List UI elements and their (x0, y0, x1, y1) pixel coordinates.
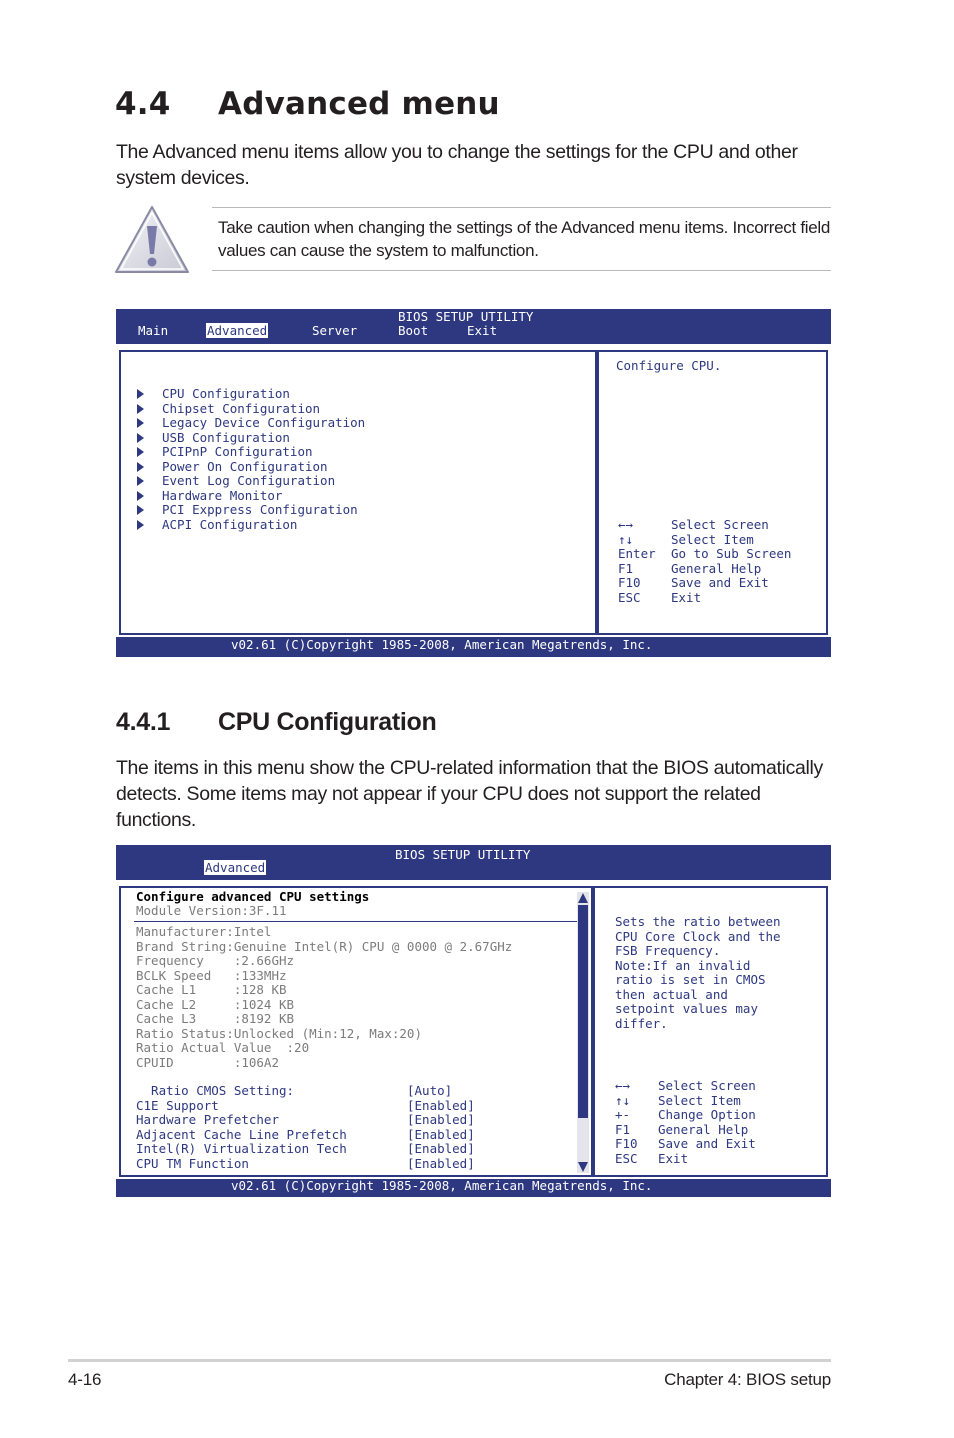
caution-top-rule (212, 207, 831, 208)
scrollbar-thumb[interactable] (578, 905, 588, 1118)
cpu-info-line: BCLK Speed :133MHz (136, 967, 287, 983)
module-version: Module Version:3F.11 (136, 903, 287, 918)
help-line: setpoint values may (615, 1001, 758, 1016)
scroll-up-arrow-icon[interactable] (578, 893, 588, 903)
bios-advanced-screen (116, 309, 831, 657)
cpu-info-line: Cache L2 :1024 KB (136, 996, 295, 1012)
section-title: Advanced menu (218, 86, 500, 122)
setting-name: Intel(R) Virtualization Tech (136, 1141, 347, 1156)
tab-boot[interactable]: Boot (398, 323, 429, 338)
subsection-number: 4.4.1 (116, 708, 171, 736)
bios-cpu-config-screen (116, 845, 831, 1197)
setting-value[interactable]: [Enabled] (407, 1112, 475, 1127)
cpu-info-line: Cache L3 :8192 KB (136, 1011, 295, 1026)
bios-title: BIOS SETUP UTILITY (398, 309, 534, 324)
key-action: Save and Exit (658, 1136, 756, 1151)
triangle-right-icon (137, 462, 144, 472)
bios-menu-item[interactable] (134, 416, 434, 430)
bios-copyright: v02.61 (C)Copyright 1985-2008, American Megatrends, Inc. (231, 1178, 653, 1193)
key-action: Exit (658, 1150, 689, 1166)
caution-warning-icon (114, 204, 190, 276)
triangle-right-icon (137, 476, 144, 486)
key-name: Enter (618, 546, 656, 561)
key-action: Select Item (671, 531, 754, 547)
setting-value[interactable]: [Enabled] (407, 1141, 475, 1156)
bios-menu-item-label: Power On Configuration (162, 458, 328, 474)
scroll-down-arrow-icon[interactable] (578, 1162, 588, 1172)
setting-value[interactable]: [Auto] (407, 1083, 453, 1098)
bios-menu-item-label: CPU Configuration (162, 386, 290, 401)
key-action: Select Item (658, 1092, 741, 1108)
intro-paragraph: The Advanced menu items allow you to change the settings for the CPU and other system devices. (116, 141, 798, 189)
subsection-heading (116, 708, 436, 737)
bios-menu-item[interactable] (134, 402, 434, 416)
key-name: F10 (615, 1136, 638, 1151)
triangle-right-icon (137, 447, 144, 457)
cpu-info-line: CPUID :106A2 (136, 1054, 279, 1070)
key-action: Save and Exit (671, 575, 769, 590)
cpu-setting-row[interactable] (136, 1157, 496, 1171)
setting-name: Adjacent Cache Line Prefetch (136, 1126, 347, 1142)
key-name: ←→ (618, 517, 634, 532)
key-name: F10 (618, 575, 641, 590)
bios-menu-item[interactable] (134, 503, 434, 517)
help-line: differ. (615, 1015, 668, 1031)
cpu-info-line: Cache L1 :128 KB (136, 982, 287, 997)
bios-title: BIOS SETUP UTILITY (395, 847, 531, 862)
bios-menu-item[interactable] (134, 460, 434, 474)
cpu-setting-row[interactable] (136, 1113, 496, 1127)
triangle-right-icon (137, 505, 144, 515)
key-name: ↑↓ (618, 531, 634, 547)
bios-help-text: Configure CPU. (616, 358, 722, 373)
triangle-right-icon (137, 491, 144, 501)
bios-menu-item[interactable] (134, 489, 434, 503)
setting-name: C1E Support (136, 1097, 219, 1113)
footer-rule (68, 1359, 831, 1362)
bios-menu-item[interactable] (134, 387, 434, 401)
triangle-right-icon (137, 433, 144, 443)
bios-left-pane (119, 886, 593, 1177)
bios-copyright: v02.61 (C)Copyright 1985-2008, American Megatrends, Inc. (231, 637, 653, 652)
key-name: F1 (618, 560, 634, 576)
bios-menu-item[interactable] (134, 431, 434, 445)
bios-menu-item-label: Legacy Device Configuration (162, 415, 366, 430)
tab-server[interactable]: Server (312, 323, 358, 338)
help-line: FSB Frequency. (615, 943, 721, 958)
bios-left-pane (119, 350, 597, 635)
key-action: Change Option (658, 1107, 756, 1122)
key-name: F1 (615, 1121, 631, 1137)
help-line: ratio is set in CMOS (615, 972, 766, 987)
triangle-right-icon (137, 389, 144, 399)
bios-menu-item-label: PCI Exppress Configuration (162, 502, 358, 517)
key-action: General Help (671, 560, 762, 576)
key-action: Exit (671, 589, 702, 605)
cpu-info-line: Ratio Status:Unlocked (Min:12, Max:20) (136, 1025, 422, 1041)
scrollbar-track[interactable] (577, 892, 589, 1173)
bios-menu-item-label: USB Configuration (162, 429, 290, 445)
tab-advanced[interactable]: Advanced (205, 860, 266, 875)
subsection-paragraph: The items in this menu show the CPU-related information that the BIOS automatically detects. Some items may not appear if your CPU does not support the related functions. (116, 757, 823, 831)
bios-menu-item[interactable] (134, 445, 434, 459)
help-line: then actual and (615, 986, 728, 1002)
setting-name: Ratio CMOS Setting: (136, 1083, 295, 1098)
header-divider (134, 921, 579, 922)
caution-bottom-rule (212, 270, 831, 271)
key-name: ESC (615, 1150, 638, 1166)
cpu-setting-row[interactable] (136, 1084, 496, 1098)
bios-menu-item-label: Event Log Configuration (162, 473, 336, 488)
cpu-setting-row[interactable] (136, 1142, 496, 1156)
triangle-right-icon (137, 418, 144, 428)
setting-name: CPU TM Function (136, 1155, 249, 1171)
bios-menu-item-label: Chipset Configuration (162, 400, 321, 416)
setting-name: Hardware Prefetcher (136, 1112, 279, 1127)
cpu-info-line: Brand String:Genuine Intel(R) CPU @ 0000 @ 2.67GHz (136, 938, 513, 954)
setting-value[interactable]: [Enabled] (407, 1126, 475, 1142)
subsection-title: CPU Configuration (218, 708, 437, 736)
help-line: CPU Core Clock and the (615, 928, 781, 944)
page-number: 4-16 (68, 1370, 102, 1389)
key-name: ←→ (615, 1078, 631, 1093)
triangle-right-icon (137, 404, 144, 414)
cpu-setting-row[interactable] (136, 1128, 496, 1142)
help-line: Sets the ratio between (615, 914, 781, 929)
bios-help-pane (597, 350, 828, 635)
tab-advanced[interactable]: Advanced (207, 323, 268, 338)
key-name: ESC (618, 589, 641, 605)
tab-exit[interactable]: Exit (467, 323, 498, 338)
triangle-right-icon (137, 520, 144, 530)
cpu-setting-row[interactable] (136, 1099, 496, 1113)
cpu-settings-heading: Configure advanced CPU settings (136, 889, 370, 904)
cpu-info-line: Manufacturer:Intel (136, 924, 272, 939)
key-action: Select Screen (671, 517, 769, 532)
setting-value[interactable]: [Enabled] (407, 1097, 475, 1113)
bios-menu-item-label: Hardware Monitor (162, 487, 283, 503)
bios-menu-item-label: ACPI Configuration (162, 516, 298, 532)
key-name: +- (615, 1107, 631, 1122)
section-heading (115, 86, 500, 122)
key-action: General Help (658, 1121, 749, 1137)
key-name: ↑↓ (615, 1092, 631, 1108)
caution-text: Take caution when changing the settings of the Advanced menu items. Incorrect field values can cause the system to malfunction. (218, 218, 831, 260)
key-action: Select Screen (658, 1078, 756, 1093)
key-action: Go to Sub Screen (671, 546, 792, 561)
bios-menu-item[interactable] (134, 518, 434, 532)
cpu-info-line: Ratio Actual Value :20 (136, 1040, 310, 1055)
setting-value[interactable]: [Enabled] (407, 1155, 475, 1171)
cpu-info-line: Frequency :2.66GHz (136, 953, 295, 968)
tab-main[interactable]: Main (138, 323, 169, 338)
bios-menu-item[interactable] (134, 474, 434, 488)
chapter-title: Chapter 4: BIOS setup (664, 1370, 831, 1389)
help-line: Note:If an invalid (615, 957, 751, 973)
bios-help-pane (593, 886, 828, 1177)
bios-menu-item-label: PCIPnP Configuration (162, 444, 313, 459)
section-number: 4.4 (115, 86, 171, 122)
